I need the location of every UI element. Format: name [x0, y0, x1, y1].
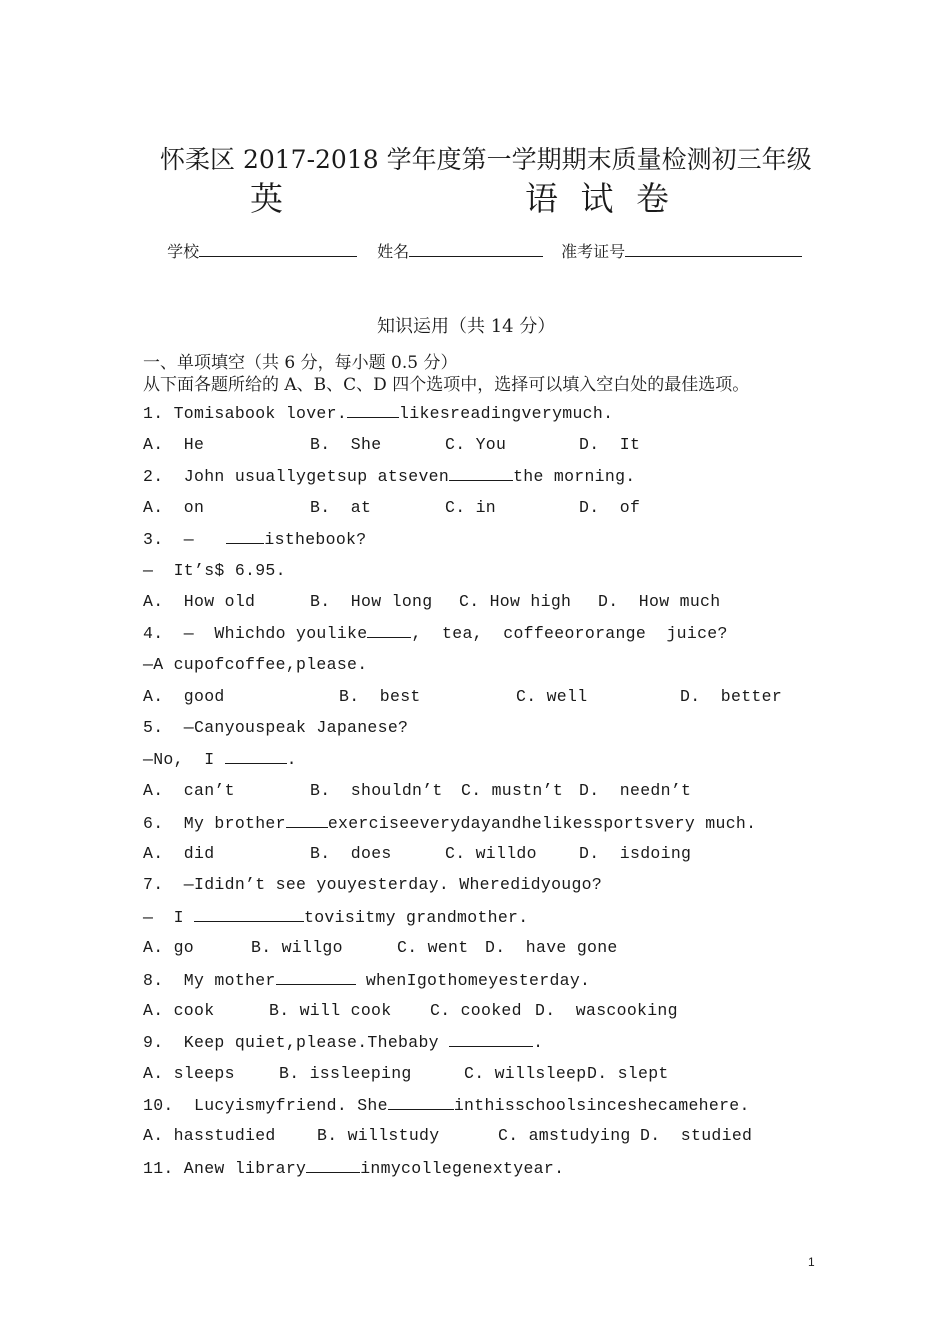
- answer-blank: [225, 749, 287, 764]
- question-11: 11. Anew library inmycollegenextyear.: [143, 1159, 565, 1178]
- answer-blank: [306, 1158, 360, 1173]
- exam-title: 怀柔区 2017-2018 学年度第一学期期末质量检测初三年级: [160, 145, 812, 174]
- school-blank: [199, 239, 357, 257]
- answer-blank: [286, 813, 328, 828]
- subject-title-right: 语 试 卷: [525, 179, 675, 218]
- page-number: 1: [808, 1255, 815, 1269]
- question-5-answer-line: —No, I .: [143, 750, 297, 769]
- answer-blank: [449, 1032, 533, 1047]
- subject-title-left: 英: [250, 179, 283, 218]
- section-title: 知识运用（共 14 分）: [377, 316, 556, 337]
- school-field: [157, 220, 357, 262]
- exam-number-field: [551, 220, 802, 262]
- question-1: 1. Tomisabook lover. likesreadingverymuch.: [143, 404, 614, 423]
- question-4-answer-line: —A cupofcoffee,please.: [143, 655, 368, 674]
- question-9: 9. Keep quiet,please.Thebaby .: [143, 1033, 544, 1052]
- name-blank: [409, 239, 543, 257]
- answer-blank: [226, 529, 264, 544]
- answer-blank: [276, 970, 356, 985]
- exam-number-blank: [625, 239, 802, 257]
- name-field: [367, 220, 543, 262]
- answer-blank: [347, 403, 399, 418]
- answer-blank: [449, 466, 513, 481]
- question-8: 8. My mother whenIgothomeyesterday.: [143, 971, 591, 990]
- question-3: 3. — isthebook?: [143, 530, 367, 549]
- name-label: 姓名: [377, 242, 410, 261]
- question-5: 5. —Canyouspeak Japanese?: [143, 718, 409, 737]
- exam-number-label: 准考证号: [561, 242, 626, 261]
- question-10: 10. Lucyismyfriend. She inthisschoolsinceshecamehere.: [143, 1096, 750, 1115]
- instructions: 从下面各题所给的 A、B、C、D 四个选项中，选择可以填入空白处的最佳选项。: [143, 375, 750, 395]
- part-heading: 一、单项填空（共 6 分，每小题 0.5 分）: [143, 353, 458, 373]
- answer-blank: [194, 907, 304, 922]
- question-7: 7. —Ididn’t see youyesterday. Wheredidyougo?: [143, 875, 603, 894]
- question-6: 6. My brother exerciseeverydayandhelikessportsvery much.: [143, 814, 757, 833]
- school-label: 学校: [167, 242, 200, 261]
- question-7-answer-line: — I tovisitmy grandmother.: [143, 908, 529, 927]
- question-3-answer-line: — It’s$ 6.95.: [143, 561, 286, 580]
- question-4: 4. — Whichdo youlike , tea, coffeeororange juice?: [143, 624, 728, 643]
- answer-blank: [388, 1095, 454, 1110]
- answer-blank: [367, 623, 411, 638]
- question-2: 2. John usuallygetsup atseven the morning.: [143, 467, 636, 486]
